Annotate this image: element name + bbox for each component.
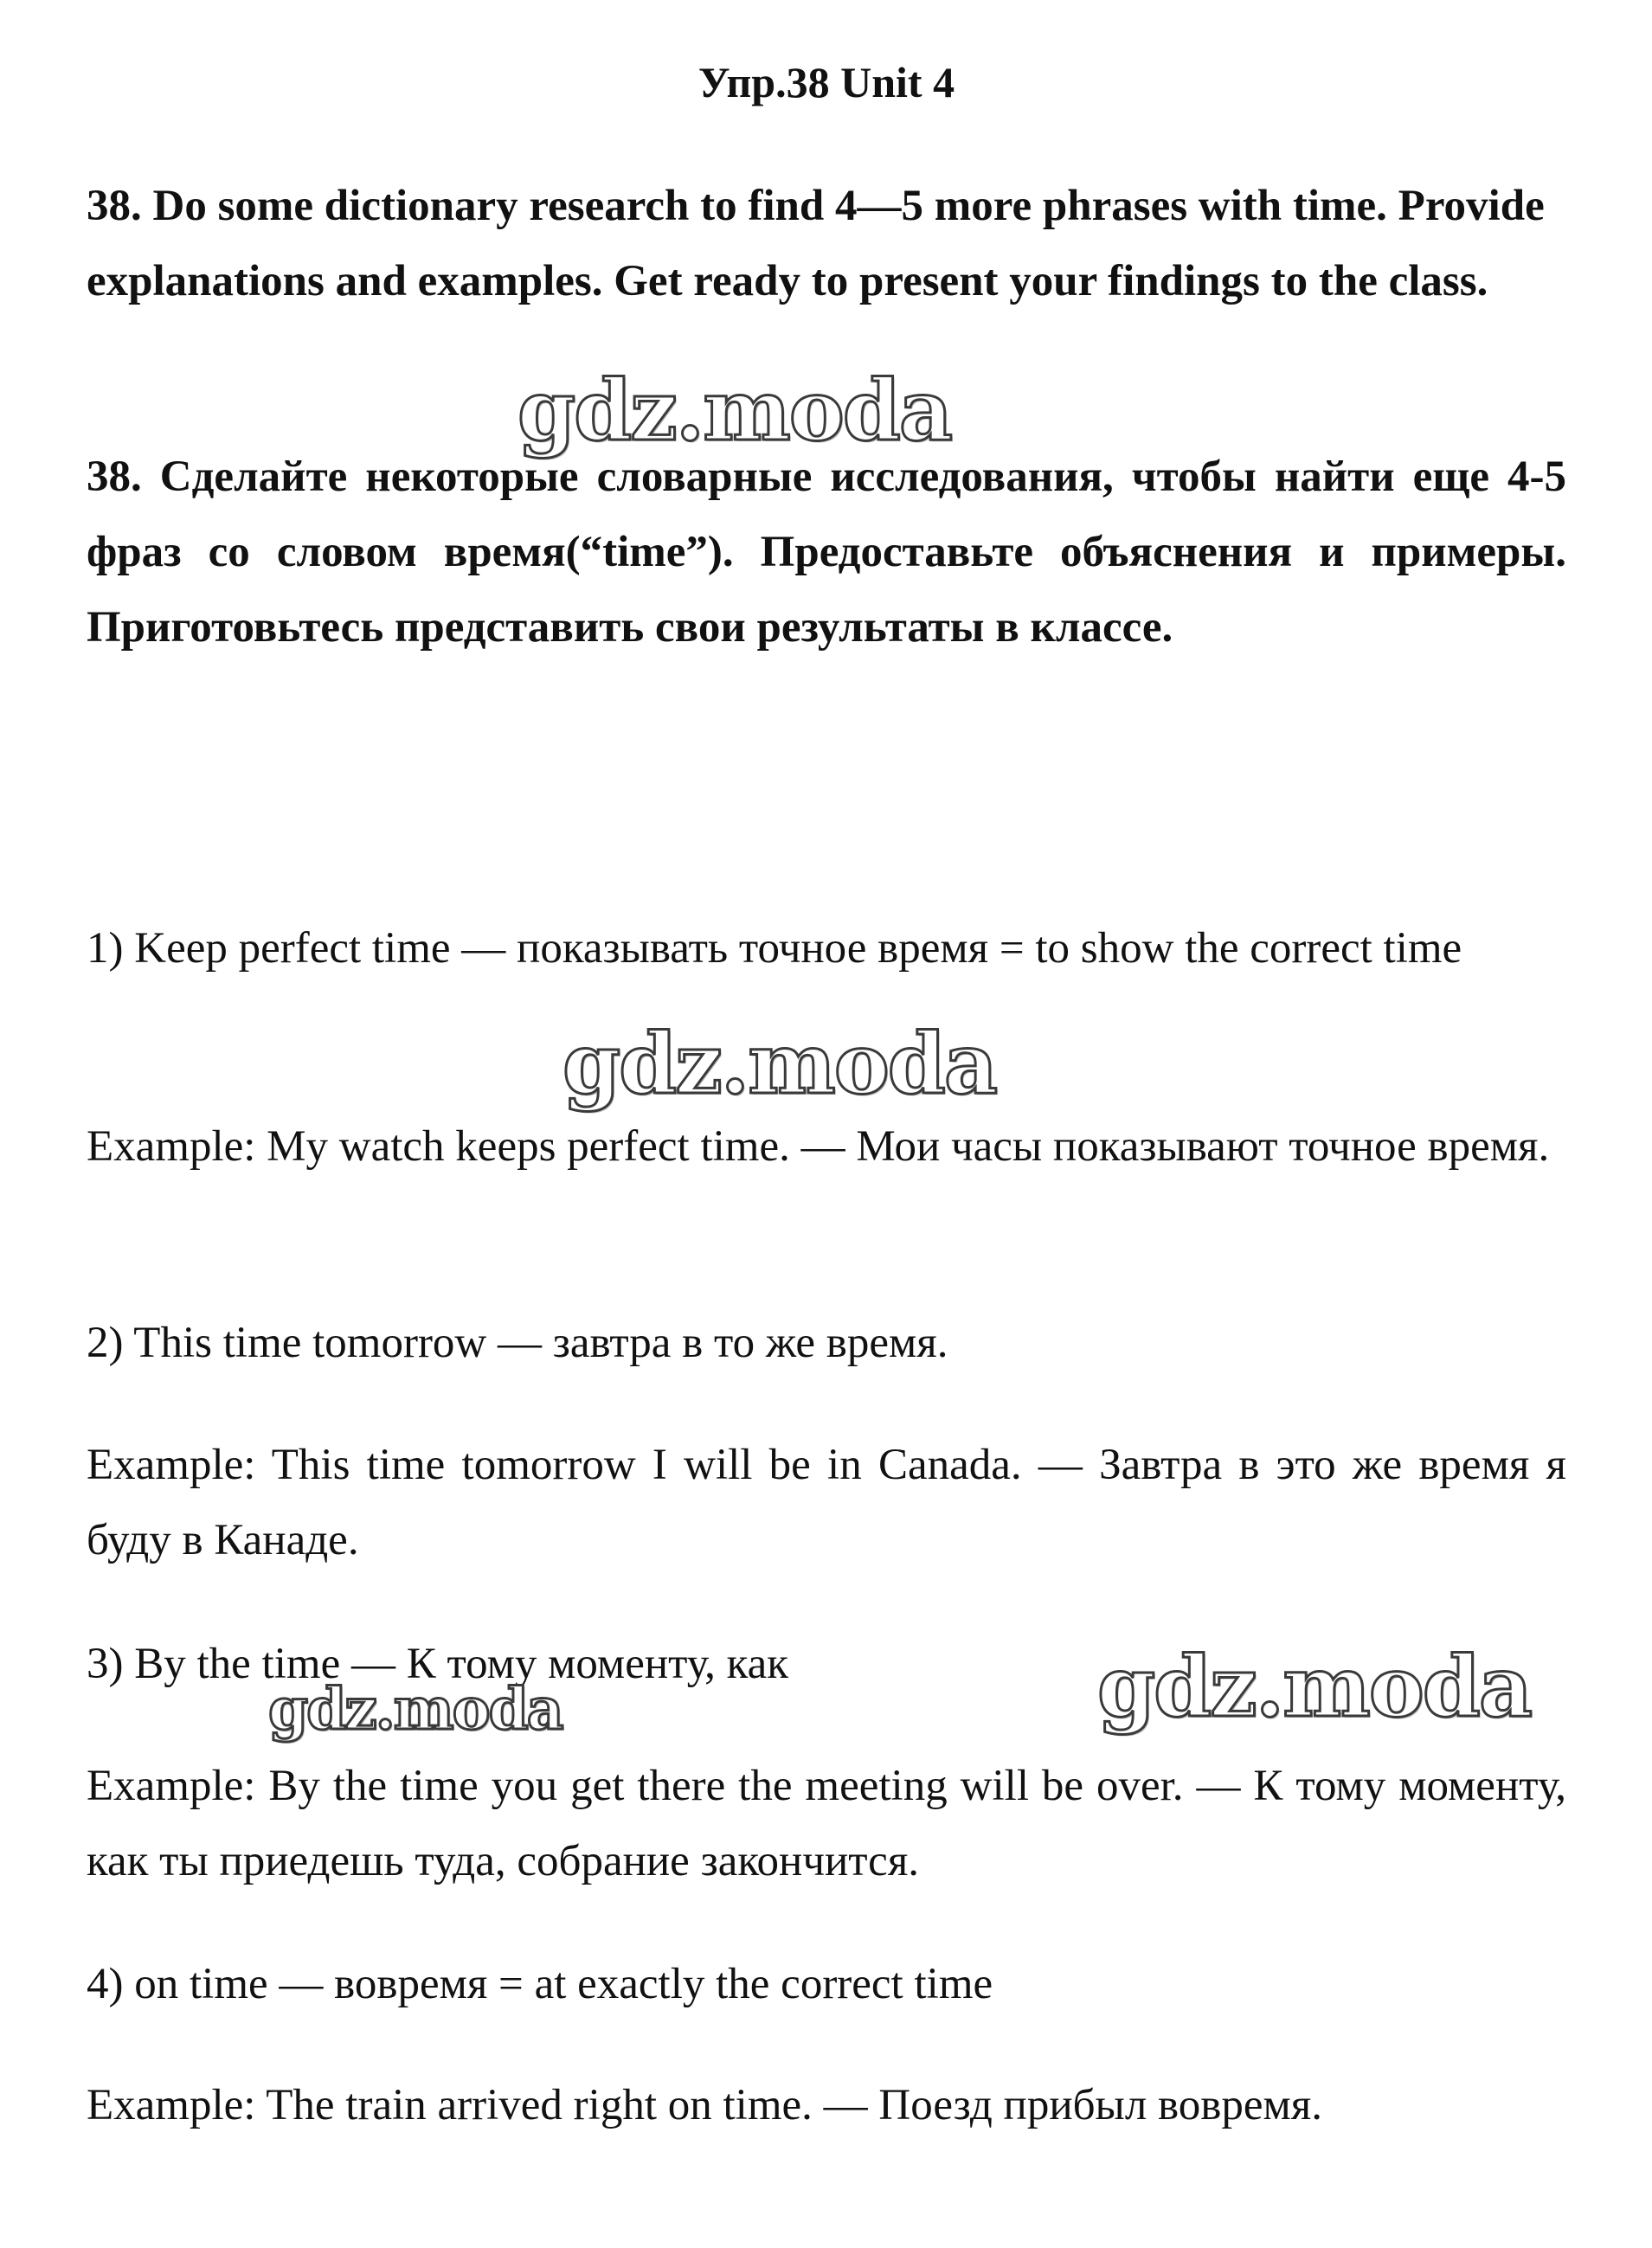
- page-title: Упр.38 Unit 4: [697, 58, 955, 106]
- answer-example-4: Example: The train arrived right on time. — Поезд прибыл вовремя.: [87, 2081, 1322, 2129]
- answer-example-2: Example: This time tomorrow I will be in Canada. — Завтра в это же время я буду в Канаде.: [87, 1441, 1566, 1564]
- answer-example-1: Example: My watch keeps perfect time. — Мои часы показывают точное время.: [87, 1122, 1550, 1171]
- watermark: gdz.moda: [562, 1015, 997, 1113]
- task-text-english: 38. Do some dictionary research to find 4—5 more phrases with time. Provide explanations and examples. Get ready to present your findings to the class.: [87, 182, 1545, 305]
- answer-phrase-4: 4) on time — вовремя = at exactly the correct time: [87, 1960, 993, 2008]
- watermark: gdz.moda: [1097, 1638, 1532, 1736]
- answer-phrase-1: 1) Keep perfect time — показывать точное время = to show the correct time: [87, 924, 1462, 973]
- watermark: gdz.moda: [268, 1675, 562, 1743]
- watermark: gdz.moda: [517, 362, 952, 459]
- answer-phrase-3: 3) By the time — К тому моменту, как: [87, 1640, 789, 1688]
- task-text-russian: 38. Сделайте некоторые словарные исследования, чтобы найти еще 4-5 фраз со словом время(“time”). Предоставьте объяснения и примеры. Приготовьтесь представить свои результаты в классе.: [87, 453, 1566, 652]
- answer-phrase-2: 2) This time tomorrow — завтра в то же время.: [87, 1319, 948, 1367]
- answer-example-3: Example: By the time you get there the meeting will be over. — К тому моменту, как ты приедешь туда, собрание закончится.: [87, 1762, 1566, 1885]
